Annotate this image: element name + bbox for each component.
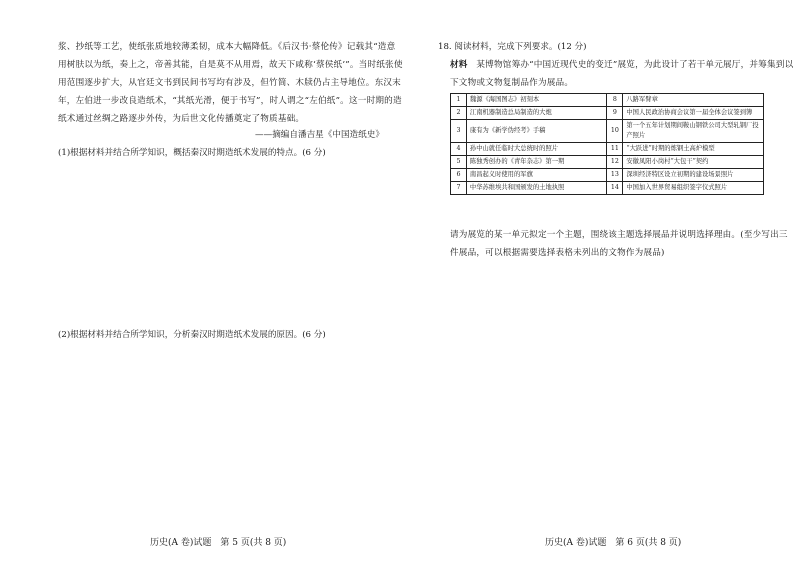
table-row	[451, 182, 764, 195]
exhibit-item: 中华苏维埃共和国颁发的土地执照	[466, 182, 607, 195]
table-row	[451, 94, 764, 107]
instruction-line: 件展品，可以根据需要选择表格未列出的文物作为展品)	[450, 248, 665, 258]
material-line: 某博物馆筹办“中国近现代史的变迁”展览，为此设计了若干单元展厅，并筹集到以	[476, 60, 794, 70]
exhibit-number: 8	[607, 94, 623, 107]
exhibit-number: 6	[451, 169, 467, 182]
question-1: (1)根据材料并结合所学知识，概括秦汉时期造纸术发展的特点。(6 分)	[58, 148, 326, 158]
exhibit-item: 中国人民政治协商会议第一届全体会议签到簿	[623, 107, 764, 120]
source-citation: ——摘编自潘吉星《中国造纸史》	[255, 130, 384, 140]
exhibit-item: 孙中山就任临时大总统时的照片	[466, 143, 607, 156]
table-row	[451, 107, 764, 120]
exhibit-number: 1	[451, 94, 467, 107]
paragraph-line: 年，左伯进一步改良造纸术，“其纸光滑，便于书写”，时人谓之“左伯纸”。这一时期的造	[58, 96, 402, 106]
exhibit-number: 3	[451, 120, 467, 143]
exhibit-number: 7	[451, 182, 467, 195]
exhibit-number: 12	[607, 156, 623, 169]
exhibit-number: 13	[607, 169, 623, 182]
task-instruction	[450, 226, 788, 262]
exhibit-item: 中国加入世界贸易组织签字仪式照片	[623, 182, 764, 195]
table-row	[451, 169, 764, 182]
paragraph-line: 浆、抄纸等工艺，使纸张质地较薄柔韧，成本大幅降低。《后汉书·蔡伦传》记载其“造意	[58, 42, 396, 52]
exhibit-number: 9	[607, 107, 623, 120]
exhibit-number: 14	[607, 182, 623, 195]
question-18-heading: 18. 阅读材料，完成下列要求。(12 分)	[438, 42, 587, 52]
table-row	[451, 143, 764, 156]
instruction-line: 请为展览的某一单元拟定一个主题，围绕该主题选择展品并说明选择理由。(至少写出三	[450, 230, 788, 240]
exhibit-item: 南昌起义时使用的军旗	[466, 169, 607, 182]
exhibit-number: 10	[607, 120, 623, 143]
paragraph-line: 用范围逐步扩大，从官廷文书到民间书写均有涉及，但竹简、木牍仍占主导地位。东汉末	[58, 78, 401, 88]
exhibit-number: 11	[607, 143, 623, 156]
exhibit-item: 江南机器制造总局制造的大炮	[466, 107, 607, 120]
exhibit-item: 陈独秀创办的《青年杂志》第一期	[466, 156, 607, 169]
material-line: 下文物或文物复制品作为展品。	[450, 78, 574, 88]
exhibit-number: 5	[451, 156, 467, 169]
table-row	[451, 120, 764, 143]
right-page	[400, 0, 800, 579]
table-row	[451, 156, 764, 169]
paragraph-line: 纸术通过丝绸之路逐步外传，为后世文化传播奠定了物质基础。	[58, 114, 305, 124]
page-footer: 历史(A 卷)试题 第 5 页(共 8 页)	[150, 538, 287, 548]
paragraph-line: 用树肤以为纸，奏上之，帝善其能，自是莫不从用焉，故天下咸称‘蔡侯纸’”。当时纸张使	[58, 60, 403, 70]
material-label: 材料	[450, 60, 468, 70]
material-paragraph	[58, 38, 403, 128]
exhibit-item: 深圳经济特区设立初期的建设场景照片	[623, 169, 764, 182]
exhibit-item: 康有为《新学伪经考》手稿	[466, 120, 607, 143]
page-footer: 历史(A 卷)试题 第 6 页(共 8 页)	[545, 538, 682, 548]
exhibit-number: 2	[451, 107, 467, 120]
question-2: (2)根据材料并结合所学知识，分析秦汉时期造纸术发展的原因。(6 分)	[58, 330, 326, 340]
exhibit-item: 安徽凤阳小岗村“大包干”契约	[623, 156, 764, 169]
exhibit-number: 4	[451, 143, 467, 156]
exhibit-item: 魏源《海国图志》初刻本	[466, 94, 607, 107]
exhibit-table	[450, 93, 764, 195]
exhibit-item: 八路军臂章	[623, 94, 764, 107]
material-intro	[450, 56, 794, 92]
exhibit-item: “大跃进”时期的炼钢土高炉模型	[623, 143, 764, 156]
exhibit-item: 第一个五年计划期间鞍山钢铁公司大型轧钢厂投产照片	[623, 120, 764, 143]
